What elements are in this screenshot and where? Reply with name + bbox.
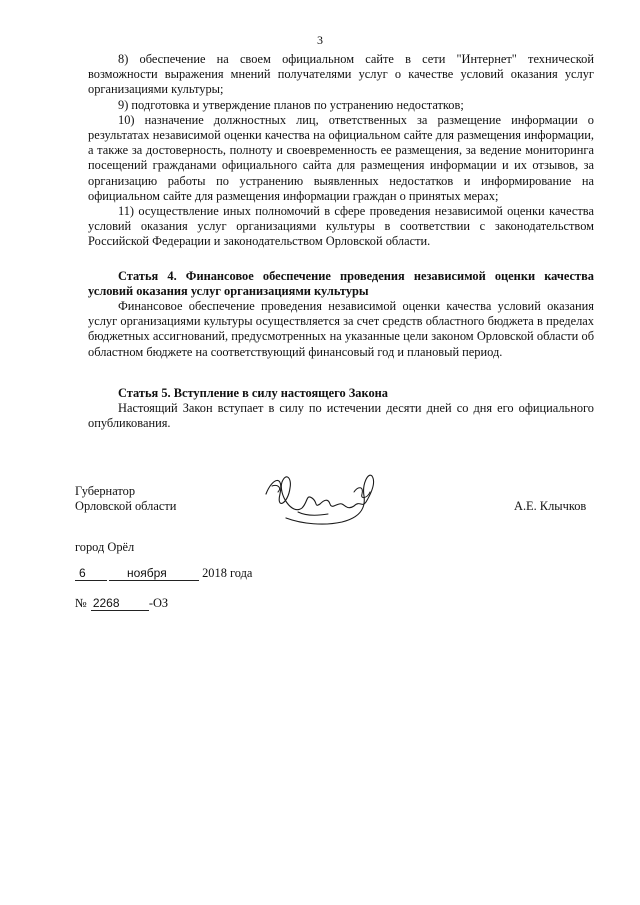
date-month: ноября [109,566,199,581]
page-number: 3 [317,33,323,47]
law-number-suffix: -ОЗ [148,596,169,610]
signatory-title [75,484,176,514]
date-line [75,566,252,581]
signatory-name: А.Е. Клычков [514,499,587,513]
article-5-text: Настоящий Закон вступает в силу по истечении десяти дней со дня его официального опубликования. [88,401,594,431]
city-label: город Орёл [75,540,135,554]
date-day: 6 [75,566,107,581]
signatory-title-line-2: Орловской области [75,499,177,514]
document-body [88,52,594,431]
list-item-11: 11) осуществление иных полномочий в сфере проведения независимой оценки качества условий оказания услуг организациями культуры в соответствии с законодательством Российской Федерации и законодательством Орловской области. [88,204,594,249]
list-item-9: 9) подготовка и утверждение планов по устранению недостатков; [118,97,464,112]
law-number: 2268 [91,596,149,611]
signatory-title-line-1: Губернатор [75,484,136,498]
article-4-heading: Статья 4. Финансовое обеспечение проведения независимой оценки качества условий оказания услуг организациями культуры [88,268,594,298]
number-sign: № [75,596,87,610]
law-number-line [75,596,168,611]
list-item-10: 10) назначение должностных лиц, ответственных за размещение информации о результатах независимой оценки качества на официальном сайте для размещения информации, а также за достоверность, полноту и своевременность ее размещения, за ведение мониторинга посещений гражданами официального сайта для размещения информации и их отзывов, за организацию работы по устранению выявленных недостатков и информирование на официальном сайте для размещения информации граждан о принятых мерах; [88,112,594,203]
list-item-8: 8) обеспечение на своем официальном сайте в сети "Интернет" технической возможности выражения мнений получателями услуг о качестве условий оказания услуг организациями культуры; [88,52,594,97]
article-5-heading: Статья 5. Вступление в силу настоящего Закона [118,385,388,400]
date-year: 2018 года [202,566,253,580]
article-4-text: Финансовое обеспечение проведения независимой оценки качества условий оказания услуг организациями культуры осуществляется за счет средств областного бюджета в пределах бюджетных ассигнований, предусмотренных на указанные цели законом Орловской области об областном бюджете на соответствующий финансовый год и плановый период. [88,299,594,359]
handwritten-signature [258,464,388,530]
